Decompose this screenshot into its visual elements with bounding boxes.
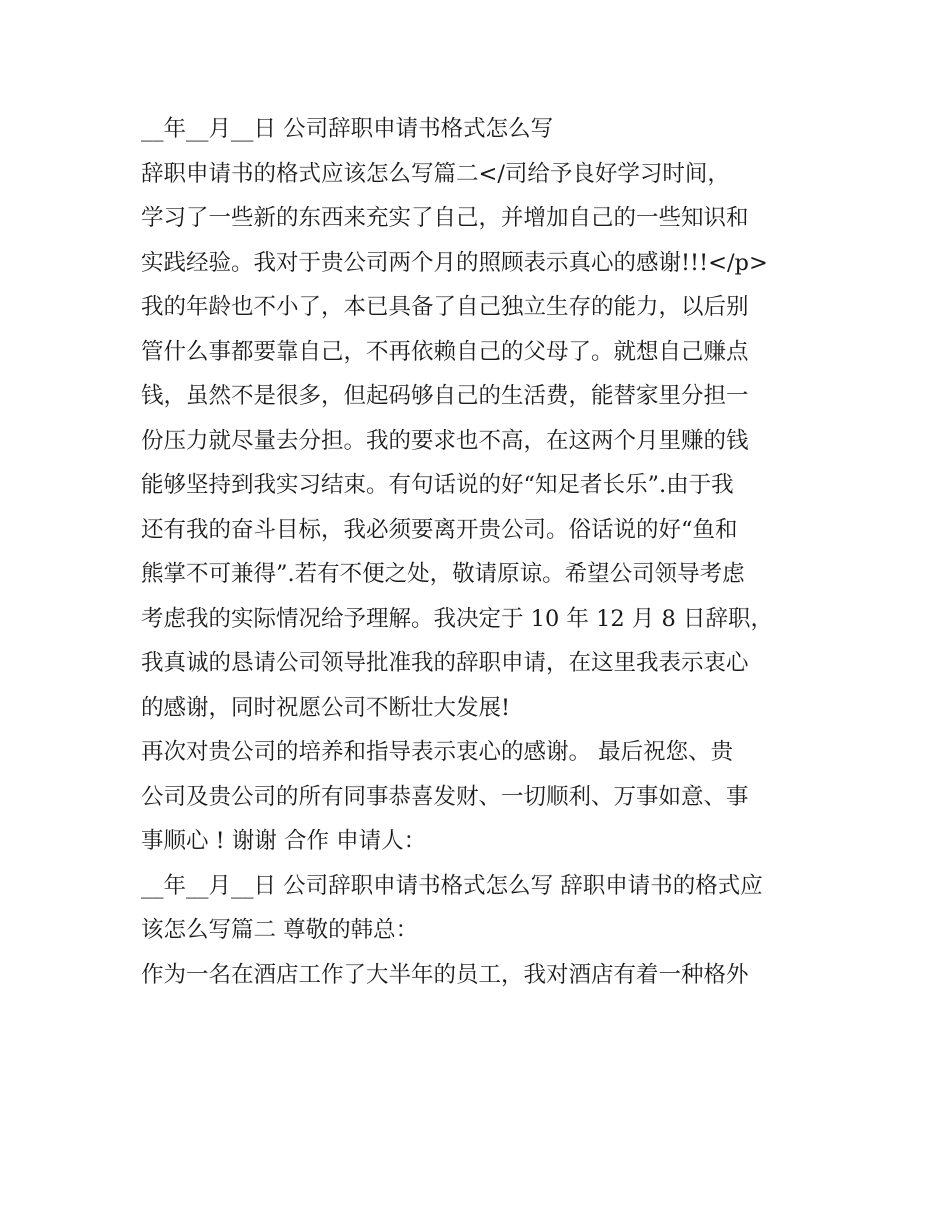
text-line: 能够坚持到我实习结束。有句话说的好“知足者长乐”.由于我 <box>141 472 734 498</box>
text-line: 实践经验。我对于贵公司两个月的照顾表示真心的感谢!!!</p> <box>141 249 768 276</box>
text-line: 熊掌不可兼得”.若有不便之处，敬请原谅。希望公司领导考虑 <box>141 561 745 587</box>
text-line: 还有我的奋斗目标，我必须要离开贵公司。俗话说的好“鱼和 <box>141 516 738 543</box>
text-line: 钱，虽然不是很多，但起码够自己的生活费，能替家里分担一 <box>141 383 749 409</box>
text-line: 管什么事都要靠自己，不再依赖自己的父母了。就想自己赚点 <box>141 338 749 365</box>
text-line: 事顺心 ! 谢谢 合作 申请人： <box>141 828 427 854</box>
text-line: 学习了一些新的东西来充实了自己，并增加自己的一些知识和 <box>141 205 749 231</box>
text-line: 考虑我的实际情况给予理解。我决定于 10 年 12 月 8 日辞职， <box>141 605 773 632</box>
text-line: 再次对贵公司的培养和指导表示衷心的感谢。 最后祝您、贵 <box>141 739 734 765</box>
document-body <box>141 107 821 997</box>
text-line: 份压力就尽量去分担。我的要求也不高，在这两个月里赚的钱 <box>141 427 749 454</box>
text-line: 的感谢，同时祝愿公司不断壮大发展! <box>141 694 511 721</box>
text-line: 该怎么写篇二 尊敬的韩总： <box>141 917 419 943</box>
text-line: 公司及贵公司的所有同事恭喜发财、一切顺利、万事如意、事 <box>141 783 749 810</box>
text-line: __年__月__日 公司辞职申请书格式怎么写 <box>141 116 554 142</box>
text-line: 作为一名在酒店工作了大半年的员工，我对酒店有着一种格外 <box>141 961 749 988</box>
text-line: 我的年龄也不小了，本已具备了自己独立生存的能力，以后别 <box>141 294 749 320</box>
text-line: __年__月__日 公司辞职申请书格式怎么写 辞职申请书的格式应 <box>141 872 763 899</box>
text-line: 辞职申请书的格式应该怎么写篇二</司给予良好学习时间， <box>141 160 730 187</box>
text-line: 我真诚的恳请公司领导批准我的辞职申请，在这里我表示衷心 <box>141 650 749 676</box>
